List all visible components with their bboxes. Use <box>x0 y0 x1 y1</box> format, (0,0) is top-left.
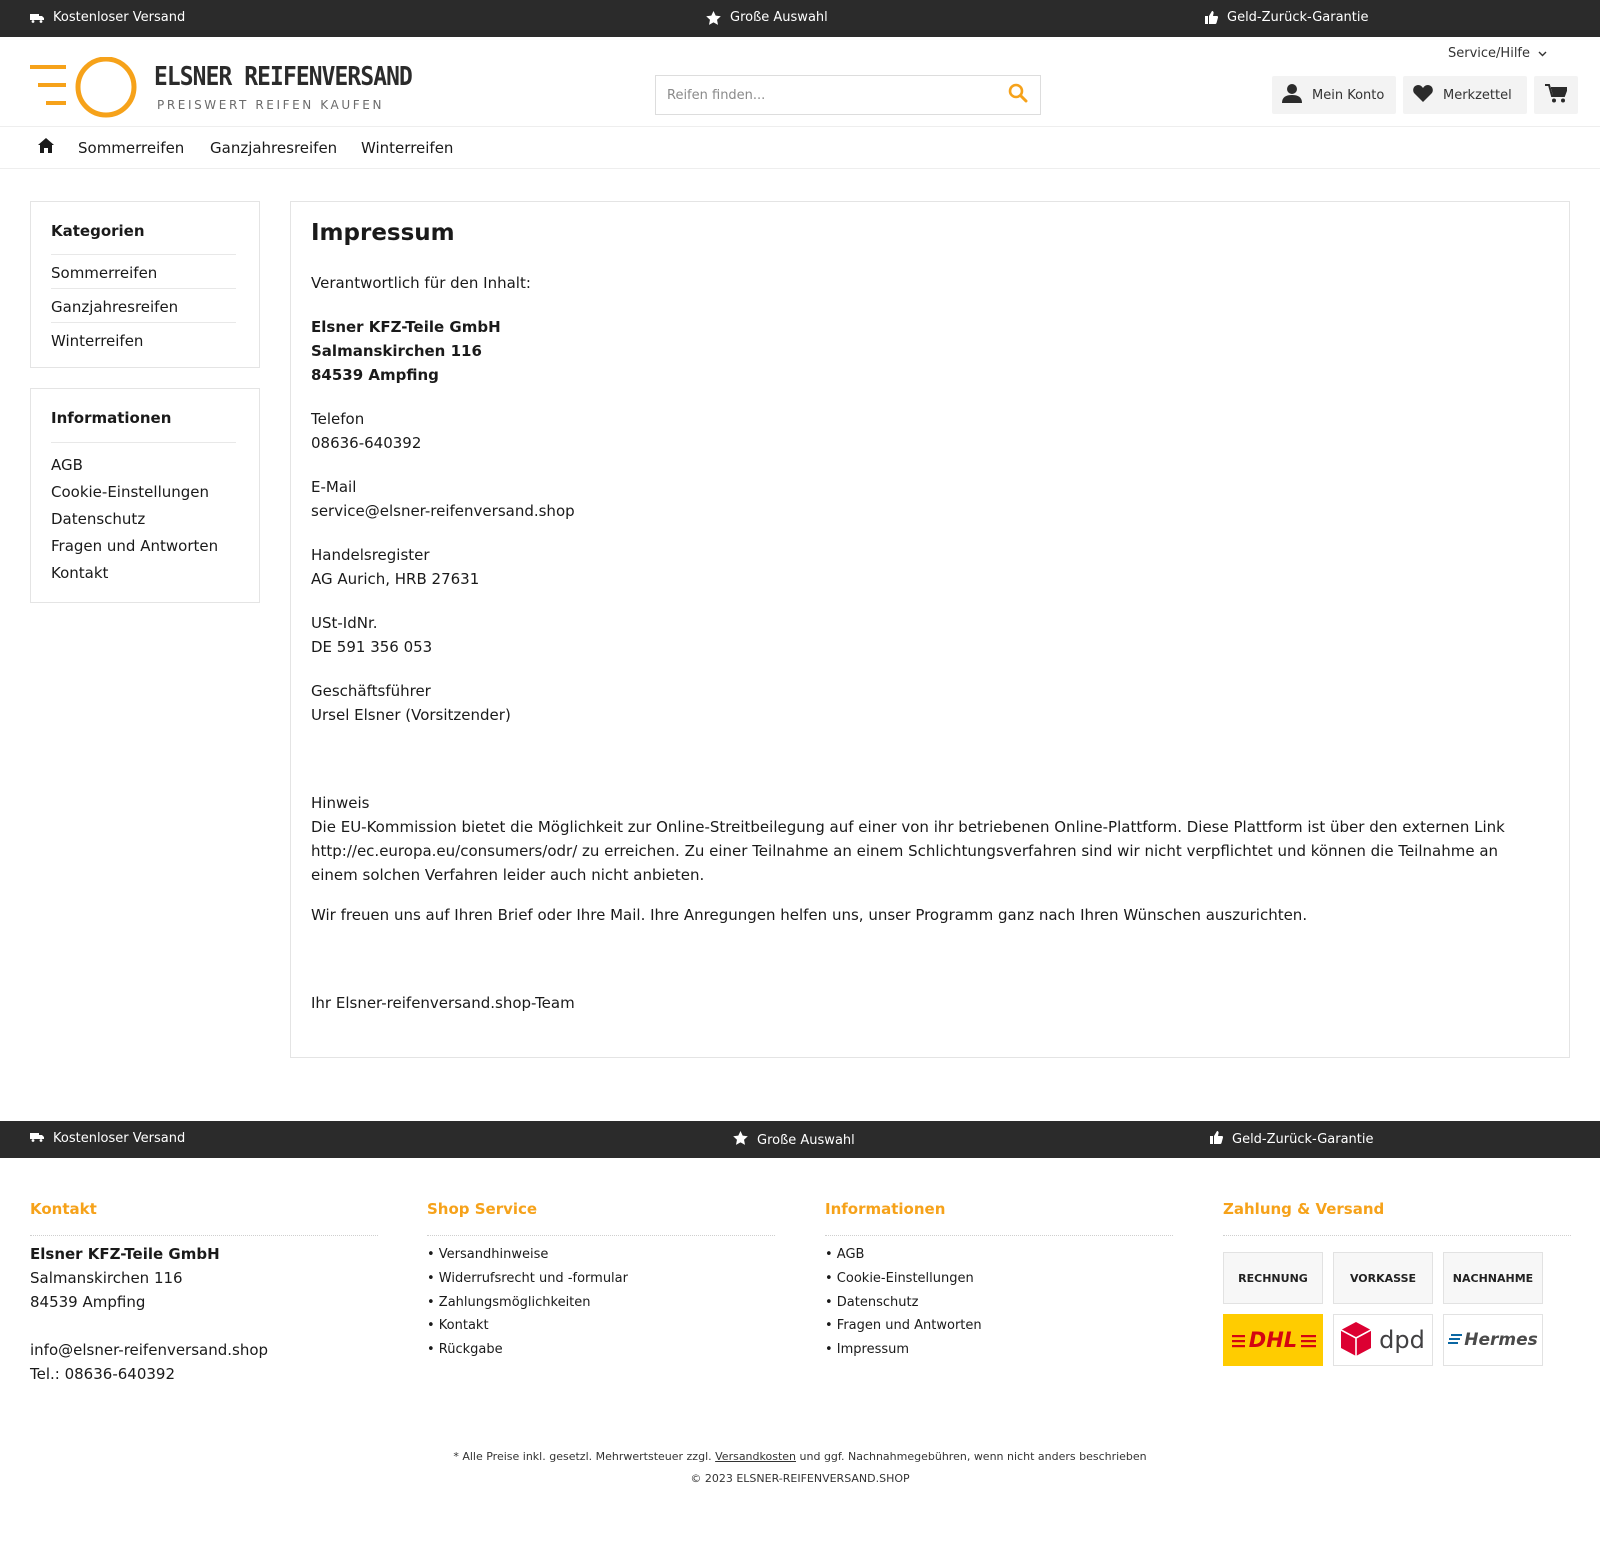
company-city: 84539 Ampfing <box>311 366 439 384</box>
payment-cod-badge <box>1443 1252 1543 1304</box>
sidebar-information <box>30 388 260 603</box>
logo-title: ELSNER REIFENVERSAND <box>154 62 412 92</box>
legal-suffix: und ggf. Nachnahmegebühren, wenn nicht anders beschrieben <box>799 1450 1147 1463</box>
legal-note <box>0 1450 1600 1463</box>
company-name: Elsner KFZ-Teile GmbH <box>311 318 501 336</box>
search-bar <box>655 75 1041 115</box>
notice-label: Hinweis <box>311 794 370 812</box>
shop-logo[interactable] <box>30 57 412 121</box>
dhl-logo <box>1223 1314 1323 1366</box>
divider <box>825 1235 1173 1236</box>
usp-shipping-label: Kostenloser Versand <box>53 1131 186 1146</box>
footer-contact-title: Kontakt <box>30 1200 97 1218</box>
imprint-content <box>290 201 1570 1058</box>
footer-link-contact[interactable]: • Kontakt <box>427 1318 489 1333</box>
usp-shipping <box>30 10 185 25</box>
logo-tagline: PREISWERT REIFEN KAUFEN <box>157 98 385 112</box>
star-icon <box>706 11 721 25</box>
hermes-lines-icon <box>1448 1333 1462 1348</box>
phone-label: Telefon <box>311 410 365 428</box>
email-label: E-Mail <box>311 478 357 496</box>
email-value[interactable]: service@elsner-reifenversand.shop <box>311 502 575 520</box>
ceo-value: Ursel Elsner (Vorsitzender) <box>311 706 511 724</box>
bottom-usp-bar <box>0 1121 1600 1158</box>
user-icon <box>1282 84 1302 107</box>
usp-selection-label: Große Auswahl <box>757 1132 855 1148</box>
footer-city: 84539 Ampfing <box>30 1293 146 1311</box>
sidebar-item-cookie-settings[interactable]: Cookie-Einstellungen <box>51 483 210 501</box>
usp-selection-label: Große Auswahl <box>730 10 828 25</box>
divider <box>51 322 236 323</box>
thumbs-up-icon <box>1205 11 1218 24</box>
footer-payment-title: Zahlung & Versand <box>1223 1200 1385 1218</box>
usp-selection <box>706 10 828 25</box>
footer-link-imprint[interactable]: • Impressum <box>825 1342 910 1357</box>
payment-prepayment-badge <box>1333 1252 1433 1304</box>
sidebar-item-faq[interactable]: Fragen und Antworten <box>51 537 219 555</box>
ceo-label: Geschäftsführer <box>311 682 431 700</box>
divider <box>51 442 236 443</box>
sidebar-item-contact[interactable]: Kontakt <box>51 564 109 582</box>
sidebar-item-ganzjahresreifen[interactable]: Ganzjahresreifen <box>51 298 179 316</box>
footer-link-agb[interactable]: • AGB <box>825 1247 865 1262</box>
vat-label: USt-IdNr. <box>311 614 378 632</box>
wishlist-button[interactable] <box>1403 76 1527 114</box>
shipping-costs-link[interactable]: Versandkosten <box>715 1450 797 1463</box>
usp-shipping-label: Kostenloser Versand <box>53 10 186 25</box>
register-value: AG Aurich, HRB 27631 <box>311 570 480 588</box>
footer-link-withdrawal[interactable]: • Widerrufsrecht und -formular <box>427 1271 628 1286</box>
search-button[interactable] <box>996 76 1040 114</box>
register-label: Handelsregister <box>311 546 430 564</box>
truck-icon <box>30 1131 44 1146</box>
footer-link-cookie-settings[interactable]: • Cookie-Einstellungen <box>825 1271 974 1286</box>
footer-company: Elsner KFZ-Teile GmbH <box>30 1245 220 1263</box>
thumbs-up-icon <box>1210 1131 1223 1148</box>
footer-email[interactable]: info@elsner-reifenversand.shop <box>30 1341 269 1359</box>
notice-text: Die EU-Kommission bietet die Möglichkeit zur Online-Streitbeilegung auf einer von ihr betriebenen Online-Plattform. Diese Plattform ist über den externen Link http://ec.europa.eu/consumers/odr/ zu erreichen. Zu einer Teilnahme an einem Schlichtungsverfahren sind wir nicht verpflichtet und können die Teilnahme an einem solchen Verfahren leider auch nicht anbieten. <box>311 818 1505 884</box>
footer-link-returns[interactable]: • Rückgabe <box>427 1342 503 1357</box>
usp-guarantee-label: Geld-Zurück-Garantie <box>1232 1132 1374 1147</box>
account-label: Mein Konto <box>1312 87 1385 103</box>
divider <box>427 1235 775 1236</box>
top-usp-bar <box>0 0 1600 37</box>
responsible-text: Verantwortlich für den Inhalt: <box>311 274 531 292</box>
service-help-label: Service/Hilfe <box>1448 46 1530 61</box>
company-street: Salmanskirchen 116 <box>311 342 482 360</box>
sidebar-categories-title: Kategorien <box>51 222 145 240</box>
dhl-label: DHL <box>1245 1328 1301 1352</box>
dpd-label: dpd <box>1379 1326 1425 1354</box>
hermes-logo <box>1443 1314 1543 1366</box>
star-icon <box>733 1131 748 1149</box>
signature-text: Ihr Elsner-reifenversand.shop-Team <box>311 994 575 1012</box>
sidebar-categories <box>30 201 260 368</box>
nav-item-ganzjahresreifen[interactable]: Ganzjahresreifen <box>210 139 338 157</box>
copyright: © 2023 ELSNER-REIFENVERSAND.SHOP <box>690 1472 910 1485</box>
footer-link-payment-options[interactable]: • Zahlungsmöglichkeiten <box>427 1295 591 1310</box>
divider <box>1223 1235 1571 1236</box>
footer-link-privacy[interactable]: • Datenschutz <box>825 1295 919 1310</box>
closing-text: Wir freuen uns auf Ihren Brief oder Ihre Mail. Ihre Anregungen helfen uns, unser Programm ganz nach Ihren Wünschen auszurichten. <box>311 906 1308 924</box>
payment-cod-label: NACHNAHME <box>1452 1271 1534 1285</box>
usp-selection <box>733 1131 855 1149</box>
nav-item-winterreifen[interactable]: Winterreifen <box>361 139 454 157</box>
cart-icon <box>1545 84 1567 107</box>
payment-invoice-badge <box>1223 1252 1323 1304</box>
footer-info-title: Informationen <box>825 1200 946 1218</box>
heart-icon <box>1413 84 1433 106</box>
tire-logo-icon <box>30 57 142 121</box>
nav-item-sommerreifen[interactable]: Sommerreifen <box>78 139 185 157</box>
footer-link-shipping-info[interactable]: • Versandhinweise <box>427 1247 549 1262</box>
chevron-down-icon <box>1538 46 1547 61</box>
footer-phone: Tel.: 08636-640392 <box>30 1365 175 1383</box>
footer-service-title: Shop Service <box>427 1200 538 1218</box>
hermes-label: Hermes <box>1464 1330 1538 1350</box>
dpd-logo <box>1333 1314 1433 1366</box>
site-header <box>0 37 1600 127</box>
usp-shipping <box>30 1131 185 1146</box>
main-navigation <box>0 127 1600 169</box>
legal-prefix: * Alle Preise inkl. gesetzl. Mehrwertsteuer zzgl. <box>453 1450 712 1463</box>
divider <box>51 254 236 255</box>
truck-icon <box>30 13 44 23</box>
dpd-cube-icon <box>1341 1322 1371 1359</box>
page-title: Impressum <box>311 220 455 246</box>
phone-value: 08636-640392 <box>311 434 422 452</box>
search-input[interactable] <box>656 76 996 114</box>
sidebar-item-sommerreifen[interactable]: Sommerreifen <box>51 264 158 282</box>
sidebar-info-title: Informationen <box>51 409 172 427</box>
divider <box>51 288 236 289</box>
home-icon[interactable] <box>38 138 54 157</box>
sidebar-item-agb[interactable]: AGB <box>51 456 83 474</box>
vat-value: DE 591 356 053 <box>311 638 433 656</box>
footer-link-faq[interactable]: • Fragen und Antworten <box>825 1318 982 1333</box>
account-button[interactable] <box>1272 76 1396 114</box>
divider <box>30 1235 378 1236</box>
usp-guarantee <box>1210 1131 1374 1148</box>
payment-prepayment-label: VORKASSE <box>1349 1271 1417 1285</box>
usp-guarantee-label: Geld-Zurück-Garantie <box>1227 10 1369 25</box>
wishlist-label: Merkzettel <box>1443 87 1512 103</box>
usp-guarantee <box>1205 10 1369 25</box>
payment-invoice-label: RECHNUNG <box>1238 1271 1308 1285</box>
cart-button[interactable] <box>1534 76 1578 114</box>
search-icon <box>1008 83 1028 107</box>
sidebar-item-privacy[interactable]: Datenschutz <box>51 510 146 528</box>
sidebar-item-winterreifen[interactable]: Winterreifen <box>51 332 144 350</box>
service-help-menu[interactable] <box>1448 46 1547 61</box>
footer-street: Salmanskirchen 116 <box>30 1269 183 1287</box>
